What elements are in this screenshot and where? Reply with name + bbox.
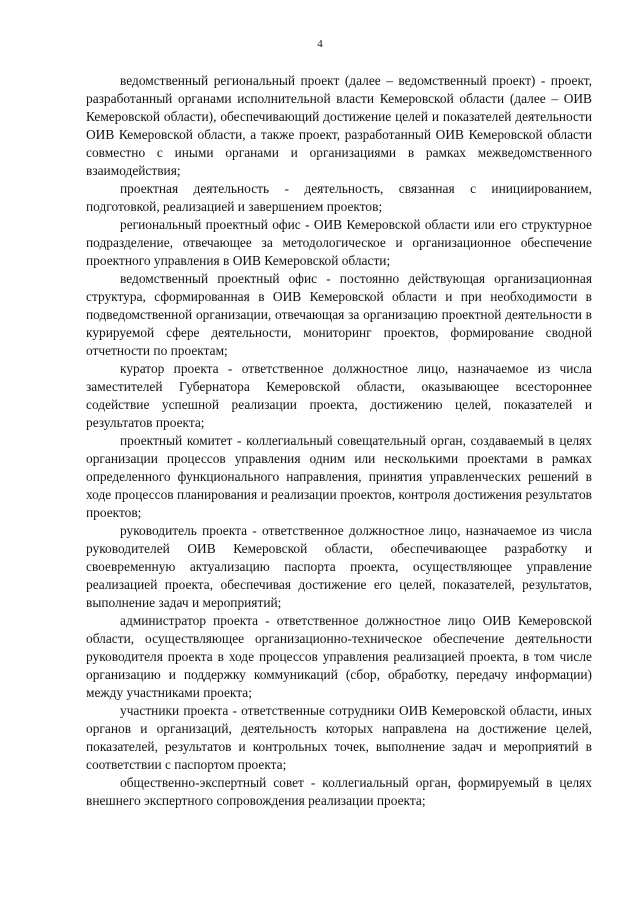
definition-paragraph-8: администратор проекта - ответственное должностное лицо ОИВ Кемеровской области, осуществляющее организационно-техническое обеспечение деятельности руководителя проекта в ходе процессов управления реализацией проекта, в том числе организацию и поддержку коммуникаций (сбор, обработку, передачу информации) между участниками проекта; [86, 613, 592, 700]
definition-paragraph-5: куратор проекта - ответственное должностное лицо, назначаемое из числа заместителей Губернатора Кемеровской области, оказывающее всестороннее содействие успешной реализации проекта, достижению целей, показателей и результатов проекта; [86, 361, 592, 430]
page-number: 4 [317, 38, 323, 50]
definition-paragraph-1: ведомственный региональный проект (далее – ведомственный проект) - проект, разработанный органами исполнительной власти Кемеровской области (далее – ОИВ Кемеровской области), обеспечивающий достижение целей и показателей деятельности ОИВ Кемеровской области, а также проект, разработанный ОИВ Кемеровской области совместно с иными органами и организациями в рамках межведомственного взаимодействия; [86, 73, 592, 178]
definition-paragraph-3: региональный проектный офис - ОИВ Кемеровской области или его структурное подразделение, отвечающее за методологическое и организационное обеспечение проектного управления в ОИВ Кемеровской области; [86, 217, 592, 268]
definition-paragraph-9: участники проекта - ответственные сотрудники ОИВ Кемеровской области, иных органов и организаций, деятельность которых направлена на достижение целей, показателей, результатов и контрольных точек, выполнение задач и мероприятий в соответствии с паспортом проекта; [86, 703, 592, 772]
definition-paragraph-10: общественно-экспертный совет - коллегиальный орган, формируемый в целях внешнего экспертного сопровождения реализации проекта; [86, 775, 592, 808]
definition-paragraph-6: проектный комитет - коллегиальный совещательный орган, создаваемый в целях организации процессов управления одним или несколькими проектами в рамках определенного функционального направления, принятия управленческих решений в ходе процессов планирования и реализации проектов, контроля достижения результатов проектов; [86, 433, 592, 520]
definition-paragraph-7: руководитель проекта - ответственное должностное лицо, назначаемое из числа руководителей ОИВ Кемеровской области, обеспечивающее разработку и своевременную актуализацию паспорта проекта, осуществляющее управление реализацией проекта, обеспечивая достижение его целей, показателей, результатов, выполнение задач и мероприятий; [86, 523, 592, 610]
definition-paragraph-2: проектная деятельность - деятельность, связанная с инициированием, подготовкой, реализацией и завершением проектов; [86, 181, 592, 214]
document-body [86, 72, 592, 810]
definition-paragraph-4: ведомственный проектный офис - постоянно действующая организационная структура, сформированная в ОИВ Кемеровской области и при необходимости в подведомственной организации, отвечающая за организацию проектной деятельности в курируемой сфере деятельности, мониторинг проектов, формирование сводной отчетности по проектам; [86, 271, 592, 358]
